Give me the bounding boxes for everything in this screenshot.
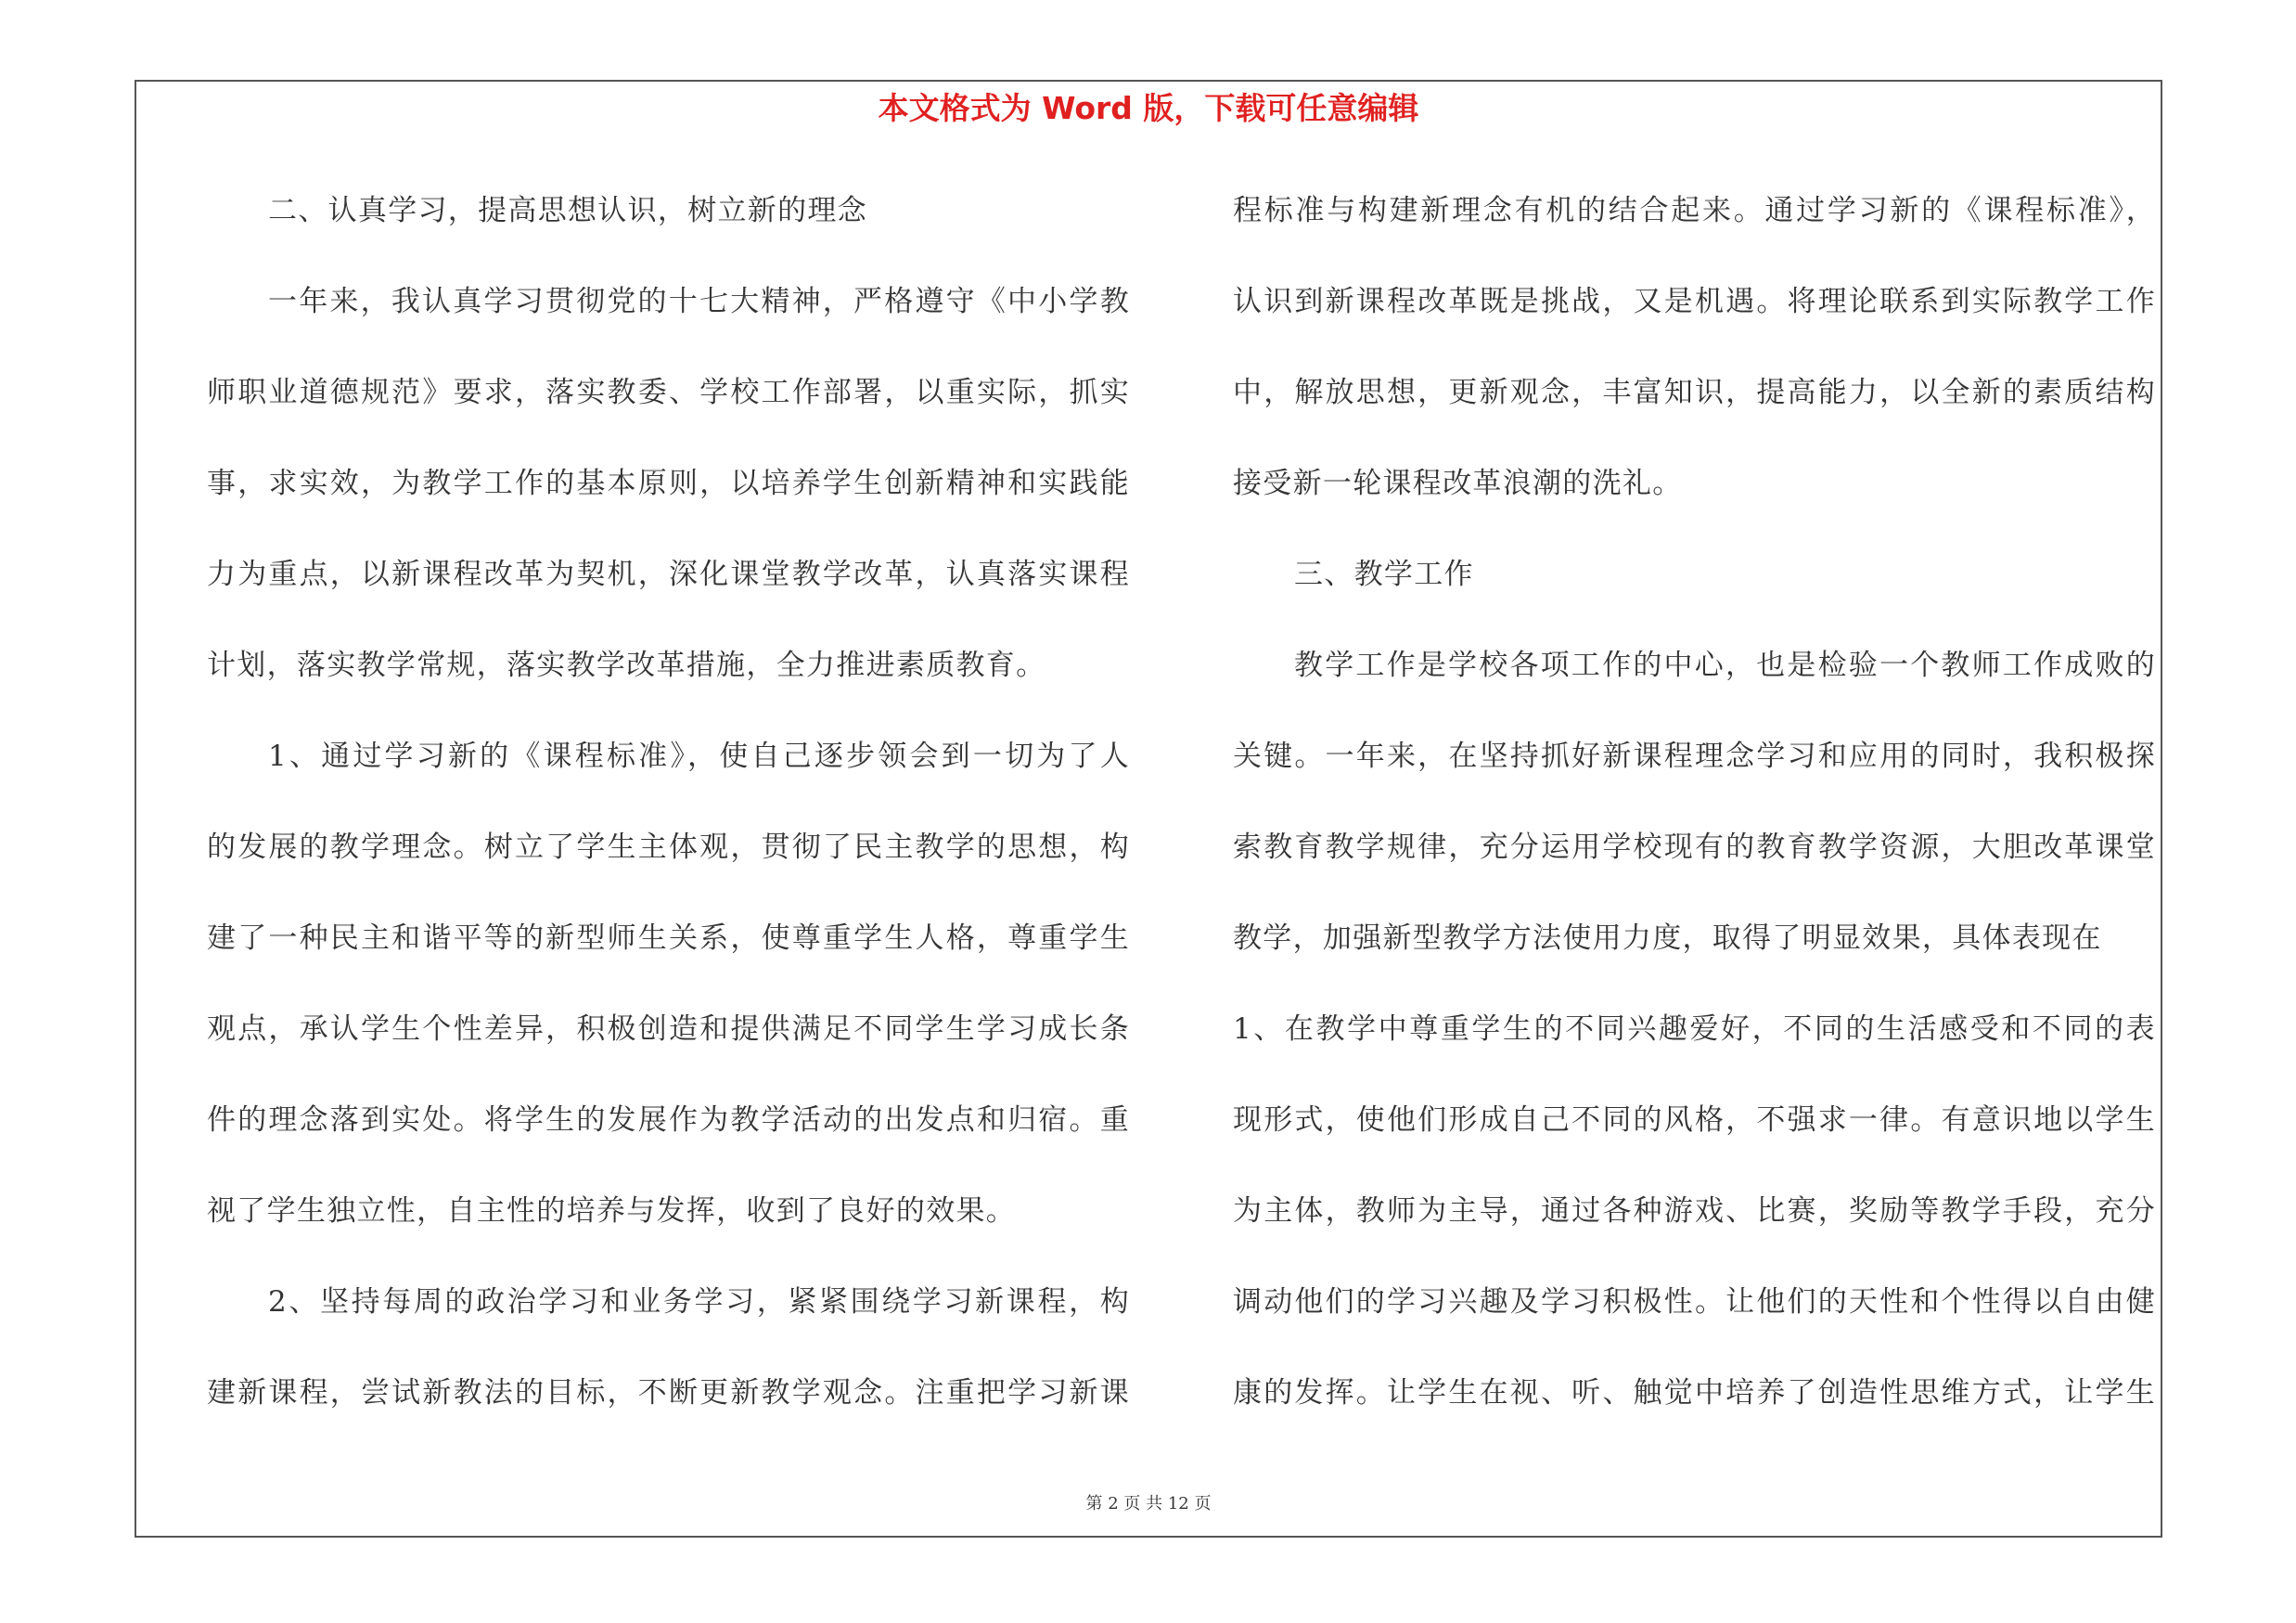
text-line: 三、教学工作 [1294,558,1474,591]
text-line: 一年来，我认真学习贯彻党的十七大精神，严格遵守《中小学教 [268,285,1130,318]
text-line: 建新课程，尝试新教法的目标，不断更新教学观念。注重把学习新课 [207,1376,1130,1410]
text-line: 索教育教学规律，充分运用学校现有的教育教学资源，大胆改革课堂 [1233,831,2156,864]
text-line: 建了一种民主和谐平等的新型师生关系，使尊重学生人格，尊重学生 [207,921,1130,955]
text-line: 关键。一年来，在坚持抓好新课程理念学习和应用的同时，我积极探 [1233,740,2156,773]
right-column [1233,184,2156,1457]
text-line: 现形式，使他们形成自己不同的风格，不强求一律。有意识地以学生 [1233,1103,2156,1137]
text-line: 程标准与构建新理念有机的结合起来。通过学习新的《课程标准》， [1233,194,2156,227]
text-line: 观点，承认学生个性差异，积极创造和提供满足不同学生学习成长条 [207,1012,1130,1046]
text-line: 调动他们的学习兴趣及学习积极性。让他们的天性和个性得以自由健 [1233,1285,2156,1319]
text-line: 事，求实效，为教学工作的基本原则，以培养学生创新精神和实践能 [207,467,1130,500]
left-column [207,184,1130,1457]
text-line: 2、坚持每周的政治学习和业务学习，紧紧围绕学习新课程，构 [268,1285,1130,1319]
text-line: 师职业道德规范》要求，落实教委、学校工作部署，以重实际，抓实 [207,376,1130,409]
page-footer: 第 2 页 共 12 页 [1085,1494,1212,1514]
text-line: 的发展的教学理念。树立了学生主体观，贯彻了民主教学的思想，构 [207,831,1130,864]
text-line: 认识到新课程改革既是挑战，又是机遇。将理论联系到实际教学工作 [1233,285,2156,318]
text-line: 教学工作是学校各项工作的中心，也是检验一个教师工作成败的 [1294,649,2156,682]
text-line: 二、认真学习，提高思想认识，树立新的理念 [268,194,867,227]
format-banner: 本文格式为 Word 版，下载可任意编辑 [878,90,1419,126]
text-line: 视了学生独立性，自主性的培养与发挥，收到了良好的效果。 [207,1194,1017,1228]
text-line: 计划，落实教学常规，落实教学改革措施，全力推进素质教育。 [207,649,1046,682]
text-line: 为主体，教师为主导，通过各种游戏、比赛，奖励等教学手段，充分 [1233,1194,2156,1228]
text-line: 1、在教学中尊重学生的不同兴趣爱好，不同的生活感受和不同的表 [1233,1012,2156,1046]
text-line: 件的理念落到实处。将学生的发展作为教学活动的出发点和归宿。重 [207,1103,1130,1137]
text-line: 教学，加强新型教学方法使用力度，取得了明显效果，具体表现在 [1233,921,2102,955]
text-line: 接受新一轮课程改革浪潮的洗礼。 [1233,467,1683,500]
text-line: 1、通过学习新的《课程标准》，使自己逐步领会到一切为了人 [268,740,1130,773]
text-line: 中，解放思想，更新观念，丰富知识，提高能力，以全新的素质结构 [1233,376,2156,409]
text-line: 康的发挥。让学生在视、听、触觉中培养了创造性思维方式，让学生 [1233,1376,2156,1410]
text-line: 力为重点，以新课程改革为契机，深化课堂教学改革，认真落实课程 [207,558,1130,591]
